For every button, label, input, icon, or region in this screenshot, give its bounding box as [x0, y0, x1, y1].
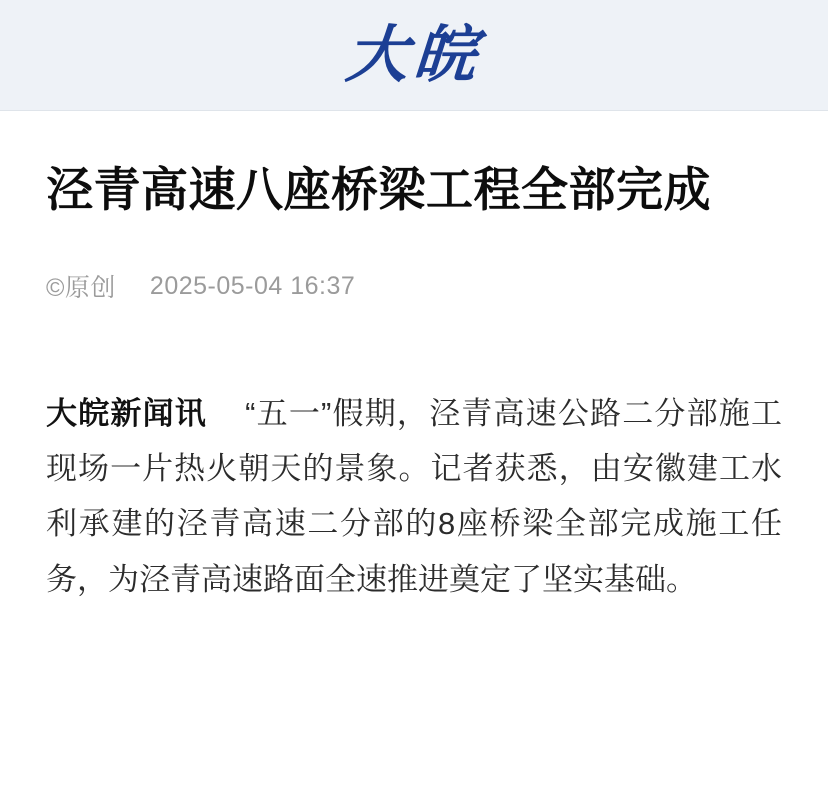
page-bottom-spacer [0, 775, 828, 801]
masthead-divider [0, 110, 828, 111]
article-body-paragraph [46, 386, 782, 607]
original-content-badge: ©原创 [46, 274, 116, 303]
page-title: 泾青高速八座桥梁工程全部完成 [46, 163, 711, 216]
article-lede-label: 大皖新闻讯 [46, 396, 207, 432]
article-body-text: “五一”假期，泾青高速公路二分部施工现场一片热火朝天的景象。记者获悉，由安徽建工水利承建的泾青高速二分部的8座桥梁全部完成施工任务，为泾青高速路面全速推进奠定了坚实基础。 [46, 396, 782, 597]
publish-timestamp: 2025-05-04 16:37 [149, 271, 356, 300]
masthead-banner [0, 0, 828, 110]
article-meta [46, 268, 782, 304]
article-container [0, 159, 828, 607]
dawan-logo[interactable]: 大皖 [343, 18, 485, 91]
